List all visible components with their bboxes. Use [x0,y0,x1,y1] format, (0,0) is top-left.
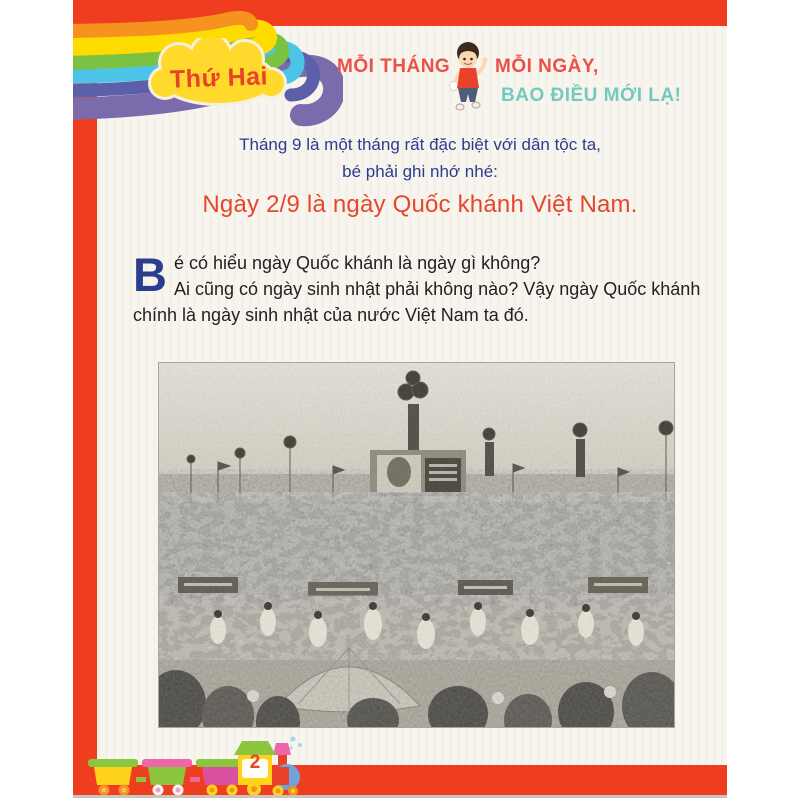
train-smoke-sparkles [289,737,302,750]
crowd-celebration-photo [158,362,675,728]
body-line-2: Ai cũng có ngày sinh nhật phải không nào? Vậy ngày Quốc khánh [173,279,701,299]
intro-line-2: bé phải ghi nhớ nhé: [342,162,498,181]
body-line-1: é có hiểu ngày Quốc khánh là ngày gì không? [173,253,541,273]
header-title-part1: MỖI THÁNG [337,56,451,77]
header-title-line2: BAO ĐIỀU MỚI LẠ! [501,85,682,106]
day-badge [147,38,291,114]
national-day-highlight: Ngày 2/9 là ngày Quốc khánh Việt Nam. [202,191,638,218]
day-badge-label: Thứ Hai [169,62,269,94]
scan-edge-shadow [73,795,727,798]
page-number: 2 [249,752,261,773]
train-wagon-2 [142,759,192,796]
body-line-3: chính là ngày sinh nhật của nước Việt Nam ta đó. [133,305,529,325]
dropcap: B [133,248,167,301]
header-title-part2: MỖI NGÀY, [495,56,599,77]
intro-block [113,131,727,219]
train-wagon-1 [88,759,138,796]
book-page [73,0,727,797]
body-paragraph [133,250,711,328]
toy-train-icon [88,735,304,797]
boy-mascot-icon [447,38,489,116]
intro-line-1: Tháng 9 là một tháng rất đặc biệt với dân tộc ta, [239,135,601,154]
